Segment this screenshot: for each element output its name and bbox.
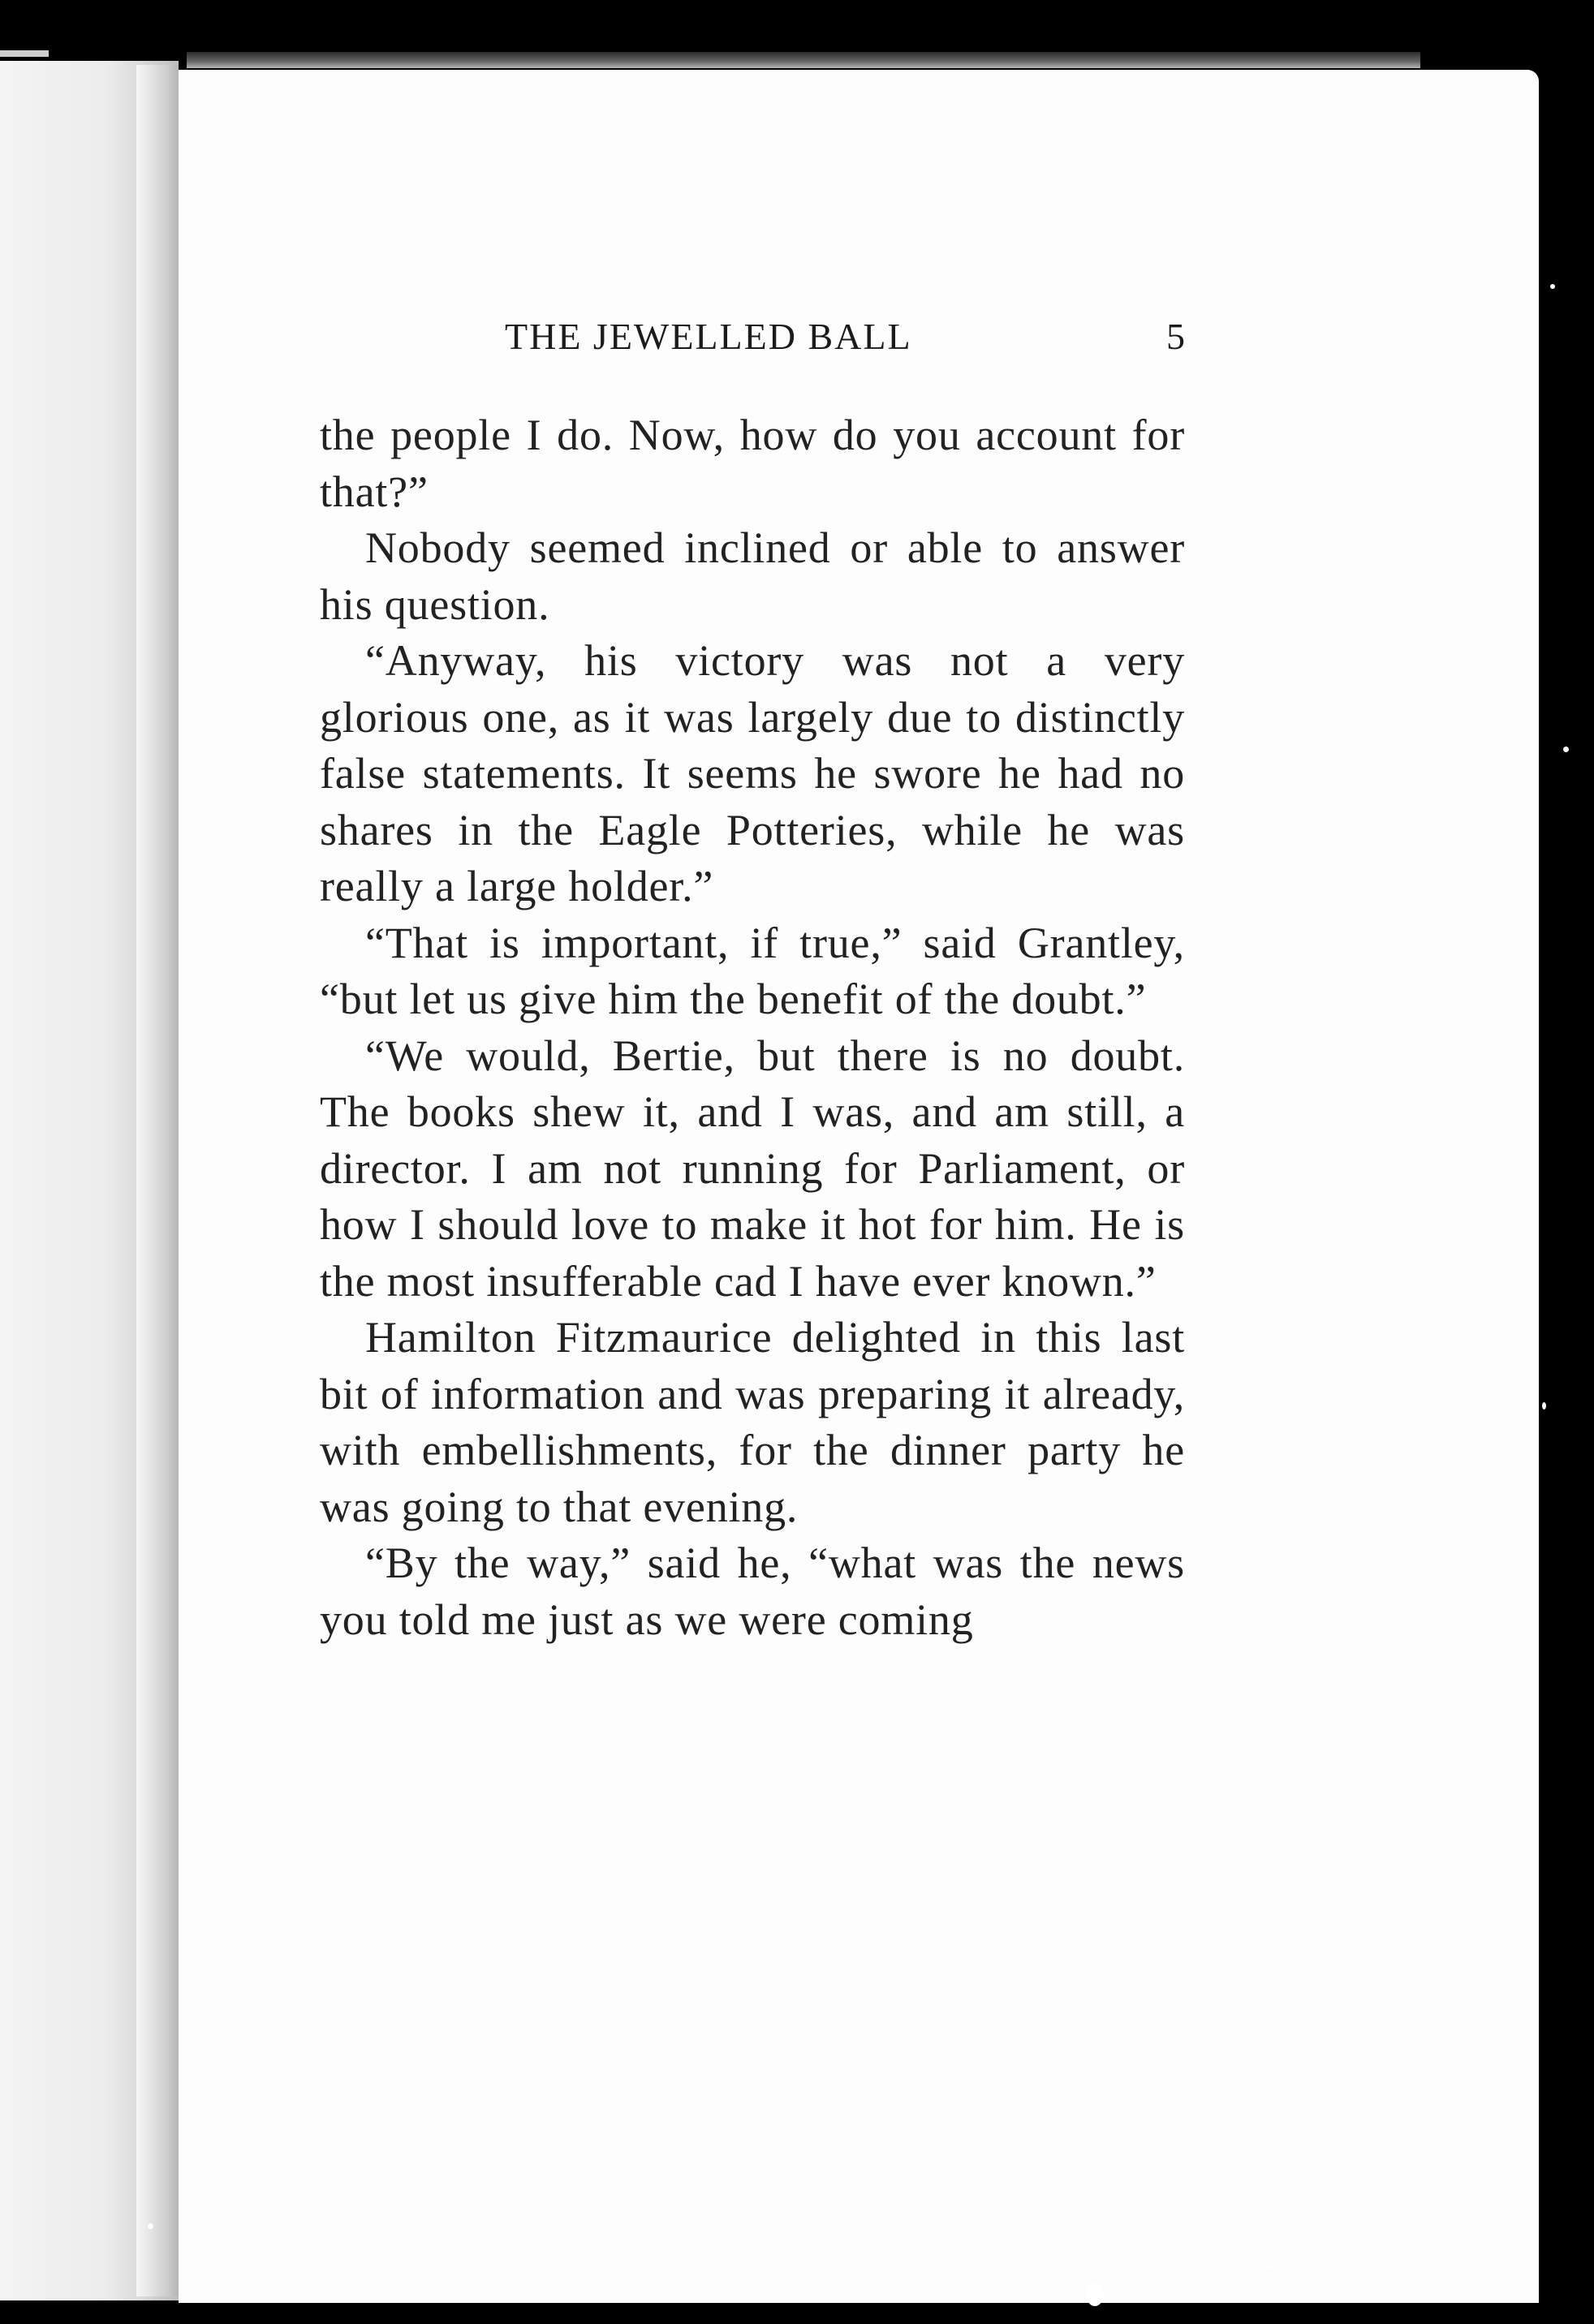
top-edge-strip xyxy=(0,50,49,57)
body-text xyxy=(320,407,1185,1648)
scan-speck xyxy=(1086,2282,1104,2306)
paragraph: “We would, Bertie, but there is no doubt. The books shew it, and I was, and am still, a director. I am not running for Parliament, or how I should love to make it hot for him. He is the most insufferable cad I have ever known.” xyxy=(320,1031,1185,1306)
paragraph: Hamilton Fitzmaurice delighted in this last bit of information and was preparing it already, with embellishments, for the dinner party he was going to that evening. xyxy=(320,1313,1185,1531)
scan-speck xyxy=(1550,284,1555,289)
scan-speck xyxy=(148,2223,153,2229)
running-head-title: THE JEWELLED BALL xyxy=(505,316,912,357)
scan-speck xyxy=(1266,2264,1271,2269)
paragraph: “Anyway, his victory was not a very glorious one, as it was largely due to distinctly false statements. It seems he swore he had no shares in the Eagle Potteries, while he was really a large holder.” xyxy=(320,636,1185,910)
paragraph: “By the way,” said he, “what was the news you told me just as we were coming xyxy=(320,1539,1185,1644)
scan-speck xyxy=(1542,1402,1546,1409)
running-head xyxy=(505,315,1187,364)
spine-gutter xyxy=(136,65,179,2296)
page-number: 5 xyxy=(1166,316,1187,357)
paragraph: Nobody seemed inclined or able to answer his question. xyxy=(320,523,1185,629)
paragraph: the people I do. Now, how do you account for that?” xyxy=(320,411,1185,516)
page-top-edge xyxy=(187,52,1420,68)
paragraph: “That is important, if true,” said Grantley, “but let us give him the benefit of the doubt.” xyxy=(320,918,1185,1023)
scan-speck xyxy=(1563,747,1569,752)
